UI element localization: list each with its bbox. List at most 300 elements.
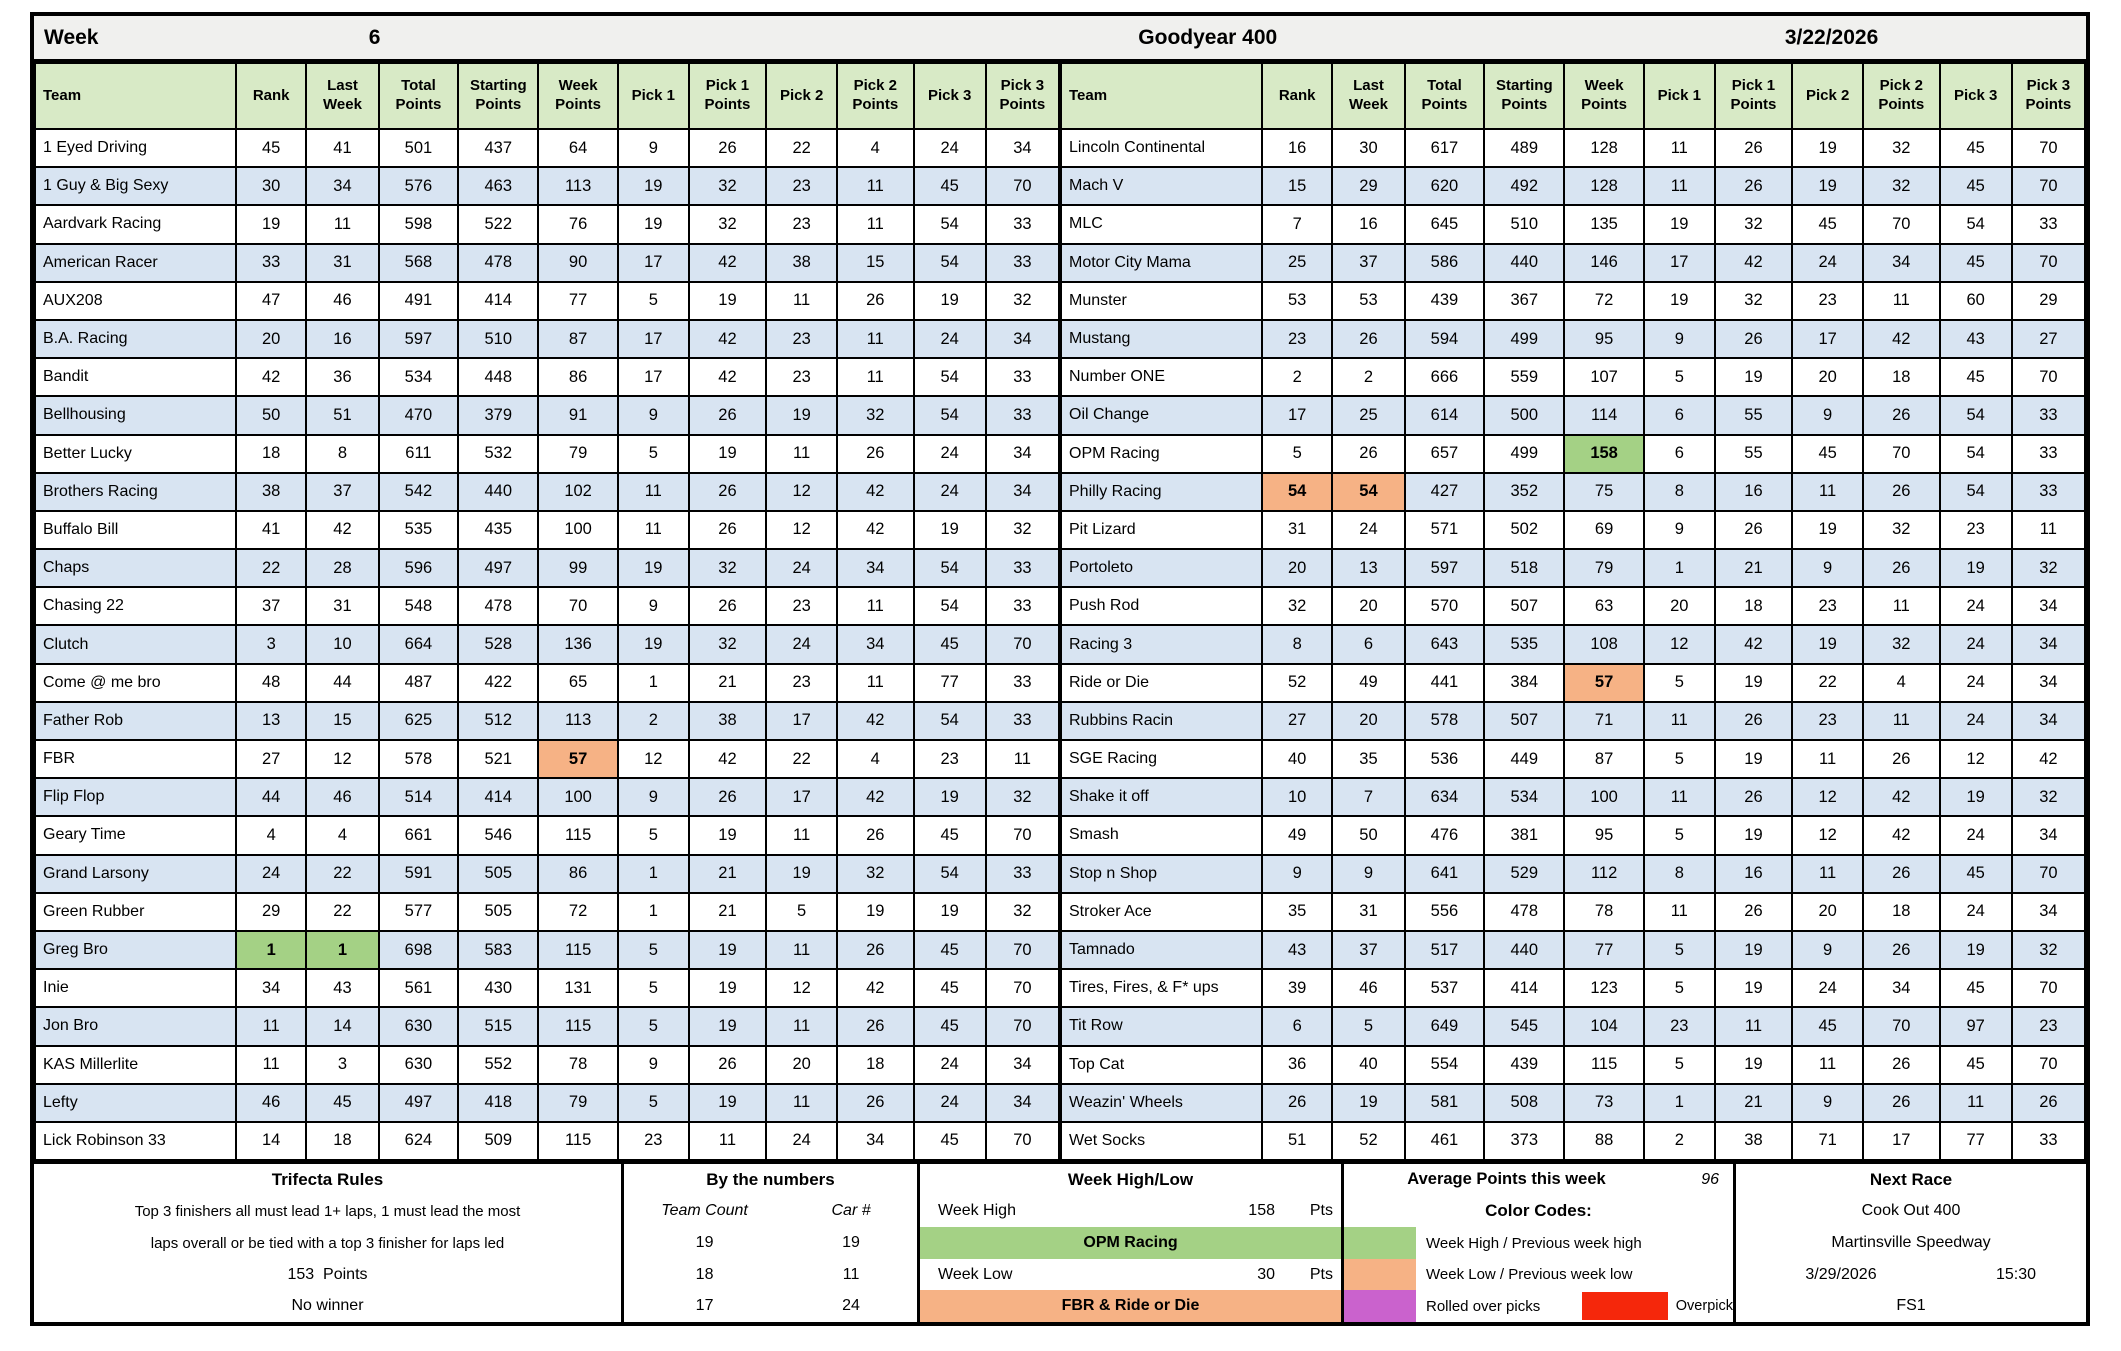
stat-cell: 158 [1564,435,1644,473]
legend-label: Rolled over picks [1426,1297,1541,1315]
stat-cell: 4 [837,740,914,778]
week-high-row [920,1196,1341,1228]
stat-cell: 518 [1484,549,1564,587]
team-name-cell: Buffalo Bill [35,511,236,549]
table-row [1061,893,2085,931]
table-row [35,1122,1059,1160]
week-low-label: Week Low [938,1265,1013,1283]
stat-cell: 16 [306,320,378,358]
stat-cell: 11 [837,664,914,702]
stat-cell: 22 [236,549,307,587]
stat-cell: 45 [1792,205,1863,243]
stat-cell: 87 [538,320,618,358]
stat-cell: 70 [2012,358,2085,396]
stat-cell: 9 [1792,931,1863,969]
stat-cell: 598 [379,205,459,243]
stat-cell: 17 [766,702,837,740]
stat-cell: 70 [2012,969,2085,1007]
stat-cell: 11 [766,931,837,969]
stat-cell: 37 [236,587,307,625]
stat-cell: 70 [986,931,1059,969]
team-name-cell: Aardvark Racing [35,205,236,243]
stat-cell: 24 [914,435,986,473]
stat-cell: 54 [914,587,986,625]
stat-cell: 470 [379,396,459,434]
team-name-cell: Push Rod [1061,587,1262,625]
stat-cell: 45 [1940,244,2012,282]
stat-cell: 634 [1405,778,1485,816]
by-the-numbers-row [624,1290,917,1322]
stat-cell: 9 [1332,855,1404,893]
stat-cell: 17 [618,320,689,358]
race-date: 3/22/2026 [1784,25,1879,49]
next-race-time: 15:30 [1995,1265,2037,1283]
table-row [1061,664,2085,702]
stat-cell: 32 [1715,205,1793,243]
stat-cell: 17 [1262,396,1333,434]
stat-cell: 3 [306,1046,378,1084]
team-name-cell: MLC [1061,205,1262,243]
stat-cell: 33 [986,702,1059,740]
stat-cell: 591 [379,855,459,893]
next-race-datetime [1736,1259,2086,1291]
team-name-cell: Grand Larsony [35,855,236,893]
stat-cell: 26 [689,1046,767,1084]
column-header: Last Week [1332,63,1404,129]
stat-cell: 20 [766,1046,837,1084]
stat-cell: 31 [1262,511,1333,549]
stat-cell: 115 [538,931,618,969]
stat-cell: 54 [914,358,986,396]
stat-cell: 26 [1332,435,1404,473]
stat-cell: 5 [618,931,689,969]
stat-cell: 11 [837,320,914,358]
stat-cell: 586 [1405,244,1485,282]
stat-cell: 42 [837,969,914,1007]
stat-cell: 42 [689,320,767,358]
stat-cell: 54 [1940,473,2012,511]
stat-cell: 29 [236,893,307,931]
stat-cell: 45 [1940,129,2012,167]
stat-cell: 577 [379,893,459,931]
team-count-value: 17 [695,1297,714,1315]
week-low-row [920,1259,1341,1291]
stat-cell: 26 [1863,855,1940,893]
stat-cell: 18 [837,1046,914,1084]
stat-cell: 19 [1792,625,1863,663]
stat-cell: 17 [1792,320,1863,358]
stat-cell: 42 [837,473,914,511]
stat-cell: 45 [914,625,986,663]
team-name-cell: Lefty [35,1084,236,1122]
column-header: Pick 1 [618,63,689,129]
table-row [35,549,1059,587]
stat-cell: 19 [1940,778,2012,816]
stat-cell: 427 [1405,473,1485,511]
stat-cell: 578 [379,740,459,778]
table-row [35,244,1059,282]
stat-cell: 594 [1405,320,1485,358]
stat-cell: 45 [1940,358,2012,396]
stat-cell: 19 [766,855,837,893]
team-name-cell: Chaps [35,549,236,587]
team-name-cell: Lick Robinson 33 [35,1122,236,1160]
average-points-value: 96 [1701,1170,1719,1188]
team-name-cell: Better Lucky [35,435,236,473]
stat-cell: 11 [1644,167,1715,205]
stat-cell: 643 [1405,625,1485,663]
stat-cell: 11 [1792,855,1863,893]
team-name-cell: Clutch [35,625,236,663]
stat-cell: 33 [986,396,1059,434]
stat-cell: 554 [1405,1046,1485,1084]
stat-cell: 33 [2012,435,2085,473]
stat-cell: 26 [689,396,767,434]
stat-cell: 35 [1262,893,1333,931]
stat-cell: 26 [1332,320,1404,358]
stat-cell: 489 [1484,129,1564,167]
column-header: Total Points [379,63,459,129]
stat-cell: 521 [458,740,538,778]
stat-cell: 86 [538,855,618,893]
stat-cell: 11 [1792,473,1863,511]
stat-cell: 19 [1644,205,1715,243]
stat-cell: 515 [458,1007,538,1045]
stat-cell: 352 [1484,473,1564,511]
table-row [35,625,1059,663]
stat-cell: 11 [766,1084,837,1122]
stat-cell: 12 [1940,740,2012,778]
stat-cell: 49 [1262,816,1333,854]
stat-cell: 54 [914,244,986,282]
stat-cell: 19 [1792,511,1863,549]
stat-cell: 491 [379,282,459,320]
stat-cell: 32 [1863,167,1940,205]
stat-cell: 24 [914,473,986,511]
stat-cell: 115 [538,816,618,854]
trifecta-rule-line2: laps overall or be tied with a top 3 finisher for laps led [150,1234,505,1252]
stat-cell: 33 [986,205,1059,243]
week-low-color-swatch [1344,1259,1416,1291]
stat-cell: 70 [986,167,1059,205]
stat-cell: 11 [689,1122,767,1160]
stat-cell: 79 [538,435,618,473]
stat-cell: 630 [379,1007,459,1045]
team-name-cell: Greg Bro [35,931,236,969]
stat-cell: 32 [1863,625,1940,663]
by-the-numbers-title: By the numbers [706,1169,835,1189]
stat-cell: 34 [236,969,307,1007]
stat-cell: 26 [1715,320,1793,358]
stat-cell: 79 [1564,549,1644,587]
stat-cell: 449 [1484,740,1564,778]
stat-cell: 11 [618,511,689,549]
stat-cell: 19 [914,893,986,931]
stat-cell: 5 [618,969,689,1007]
stat-cell: 43 [1262,931,1333,969]
stat-cell: 19 [236,205,307,243]
stat-cell: 34 [2012,893,2085,931]
stat-cell: 40 [1332,1046,1404,1084]
spreadsheet [30,12,2090,1326]
stat-cell: 26 [1715,167,1793,205]
stat-cell: 33 [2012,1122,2085,1160]
stat-cell: 20 [1332,587,1404,625]
stat-cell: 70 [2012,167,2085,205]
stat-cell: 19 [689,816,767,854]
table-row [35,511,1059,549]
table-row [1061,740,2085,778]
stat-cell: 19 [689,931,767,969]
stat-cell: 664 [379,625,459,663]
stat-cell: 9 [1262,855,1333,893]
standings-table-left [34,62,1060,1161]
stat-cell: 24 [766,625,837,663]
column-header: Pick 3 Points [2012,63,2085,129]
team-name-cell: Father Rob [35,702,236,740]
stat-cell: 16 [1332,205,1404,243]
table-row [35,778,1059,816]
by-the-numbers-headers [624,1196,917,1228]
by-the-numbers-row [624,1259,917,1291]
week-low-value: 30 [1257,1265,1275,1283]
table-row [1061,205,2085,243]
stat-cell: 500 [1484,396,1564,434]
team-name-cell: Top Cat [1061,1046,1262,1084]
stat-cell: 4 [236,816,307,854]
stat-cell: 9 [1644,511,1715,549]
stat-cell: 2 [1332,358,1404,396]
stat-cell: 42 [306,511,378,549]
stat-cell: 26 [1863,396,1940,434]
stat-cell: 514 [379,778,459,816]
stat-cell: 23 [1940,511,2012,549]
stat-cell: 568 [379,244,459,282]
stat-cell: 23 [1644,1007,1715,1045]
stat-cell: 34 [2012,664,2085,702]
table-row [1061,358,2085,396]
stat-cell: 34 [2012,702,2085,740]
stat-cell: 11 [766,1007,837,1045]
stat-cell: 33 [2012,473,2085,511]
table-row [35,893,1059,931]
stat-cell: 29 [1332,167,1404,205]
table-row [1061,778,2085,816]
stat-cell: 439 [1484,1046,1564,1084]
team-name-cell: Jon Bro [35,1007,236,1045]
legend-row-week-high [1344,1227,1733,1259]
stat-cell: 70 [2012,855,2085,893]
stat-cell: 26 [1715,129,1793,167]
stat-cell: 532 [458,435,538,473]
stat-cell: 42 [1863,816,1940,854]
stat-cell: 548 [379,587,459,625]
column-header: Team [35,63,236,129]
table-row [1061,244,2085,282]
stat-cell: 20 [236,320,307,358]
stat-cell: 23 [618,1122,689,1160]
stat-cell: 507 [1484,702,1564,740]
stat-cell: 24 [914,129,986,167]
stat-cell: 19 [766,396,837,434]
stat-cell: 11 [837,205,914,243]
column-header: Rank [1262,63,1333,129]
stat-cell: 5 [618,1084,689,1122]
stat-cell: 463 [458,167,538,205]
stat-cell: 9 [618,587,689,625]
table-row [1061,625,2085,663]
stat-cell: 508 [1484,1084,1564,1122]
stat-cell: 34 [2012,816,2085,854]
stat-cell: 5 [766,893,837,931]
table-row [35,969,1059,1007]
table-row [1061,549,2085,587]
stat-cell: 534 [1484,778,1564,816]
team-name-cell: Geary Time [35,816,236,854]
stat-cell: 54 [914,205,986,243]
stat-cell: 19 [618,167,689,205]
stat-cell: 77 [538,282,618,320]
stat-cell: 135 [1564,205,1644,243]
stat-cell: 6 [1644,435,1715,473]
stat-cell: 23 [766,358,837,396]
legend-label: Week High / Previous week high [1426,1234,1642,1252]
stat-cell: 24 [1940,587,2012,625]
team-name-cell: Ride or Die [1061,664,1262,702]
stat-cell: 34 [986,1046,1059,1084]
legend-row-week-low [1344,1259,1733,1291]
stat-cell: 11 [1644,893,1715,931]
stat-cell: 48 [236,664,307,702]
stat-cell: 502 [1484,511,1564,549]
table-row [1061,855,2085,893]
stat-cell: 5 [618,435,689,473]
table-row [1061,435,2085,473]
stat-cell: 596 [379,549,459,587]
stat-cell: 22 [766,740,837,778]
team-name-cell: Racing 3 [1061,625,1262,663]
stat-cell: 487 [379,664,459,702]
stat-cell: 9 [1792,396,1863,434]
stat-cell: 65 [538,664,618,702]
stat-cell: 666 [1405,358,1485,396]
stat-cell: 19 [1792,167,1863,205]
stat-cell: 20 [1792,358,1863,396]
stat-cell: 26 [1863,549,1940,587]
stat-cell: 26 [1715,778,1793,816]
stat-cell: 104 [1564,1007,1644,1045]
stat-cell: 38 [766,244,837,282]
team-name-cell: Motor City Mama [1061,244,1262,282]
stat-cell: 534 [379,358,459,396]
team-name-cell: Inie [35,969,236,1007]
stat-cell: 146 [1564,244,1644,282]
stat-cell: 18 [236,435,307,473]
stat-cell: 435 [458,511,538,549]
stat-cell: 367 [1484,282,1564,320]
stat-cell: 384 [1484,664,1564,702]
team-name-cell: Tit Row [1061,1007,1262,1045]
stat-cell: 70 [986,1122,1059,1160]
table-row [1061,167,2085,205]
stat-cell: 25 [1332,396,1404,434]
table-row [35,396,1059,434]
stat-cell: 57 [538,740,618,778]
table-row [1061,969,2085,1007]
stat-cell: 21 [689,893,767,931]
stat-cell: 23 [1262,320,1333,358]
column-header: Pick 3 [914,63,986,129]
stat-cell: 41 [236,511,307,549]
week-high-color-swatch [1344,1227,1416,1259]
stat-cell: 7 [1332,778,1404,816]
stat-cell: 492 [1484,167,1564,205]
stat-cell: 510 [458,320,538,358]
stat-cell: 78 [1564,893,1644,931]
stat-cell: 70 [986,816,1059,854]
stat-cell: 18 [1863,893,1940,931]
stat-cell: 27 [1262,702,1333,740]
stat-cell: 461 [1405,1122,1485,1160]
stat-cell: 46 [1332,969,1404,1007]
stat-cell: 24 [766,1122,837,1160]
stat-cell: 440 [1484,244,1564,282]
stat-cell: 70 [986,969,1059,1007]
stat-cell: 31 [306,244,378,282]
stat-cell: 578 [1405,702,1485,740]
stat-cell: 414 [458,778,538,816]
stat-cell: 26 [1863,931,1940,969]
week-number: 6 [368,25,381,49]
stat-cell: 77 [914,664,986,702]
next-race-date: 3/29/2026 [1805,1265,1877,1283]
stat-cell: 38 [1715,1122,1793,1160]
stat-cell: 5 [1332,1007,1404,1045]
stat-cell: 1 [236,931,307,969]
stat-cell: 537 [1405,969,1485,1007]
stat-cell: 37 [1332,931,1404,969]
stat-cell: 38 [689,702,767,740]
stat-cell: 42 [1715,244,1793,282]
stat-cell: 70 [2012,244,2085,282]
stat-cell: 581 [1405,1084,1485,1122]
stat-cell: 6 [1332,625,1404,663]
stat-cell: 12 [1792,816,1863,854]
stat-cell: 552 [458,1046,538,1084]
stat-cell: 32 [986,893,1059,931]
stat-cell: 34 [986,1084,1059,1122]
stat-cell: 26 [1863,473,1940,511]
stat-cell: 23 [914,740,986,778]
stat-cell: 19 [1644,282,1715,320]
table-row [35,167,1059,205]
stat-cell: 19 [618,205,689,243]
stat-cell: 12 [1644,625,1715,663]
stat-cell: 42 [1863,320,1940,358]
stat-cell: 571 [1405,511,1485,549]
stat-cell: 54 [914,396,986,434]
stat-cell: 8 [1644,473,1715,511]
stat-cell: 19 [618,549,689,587]
stat-cell: 37 [1332,244,1404,282]
stat-cell: 2 [618,702,689,740]
stat-cell: 75 [1564,473,1644,511]
stat-cell: 16 [1715,473,1793,511]
stat-cell: 26 [1863,740,1940,778]
stat-cell: 507 [1484,587,1564,625]
team-count-value: 18 [695,1265,714,1283]
stat-cell: 23 [766,320,837,358]
